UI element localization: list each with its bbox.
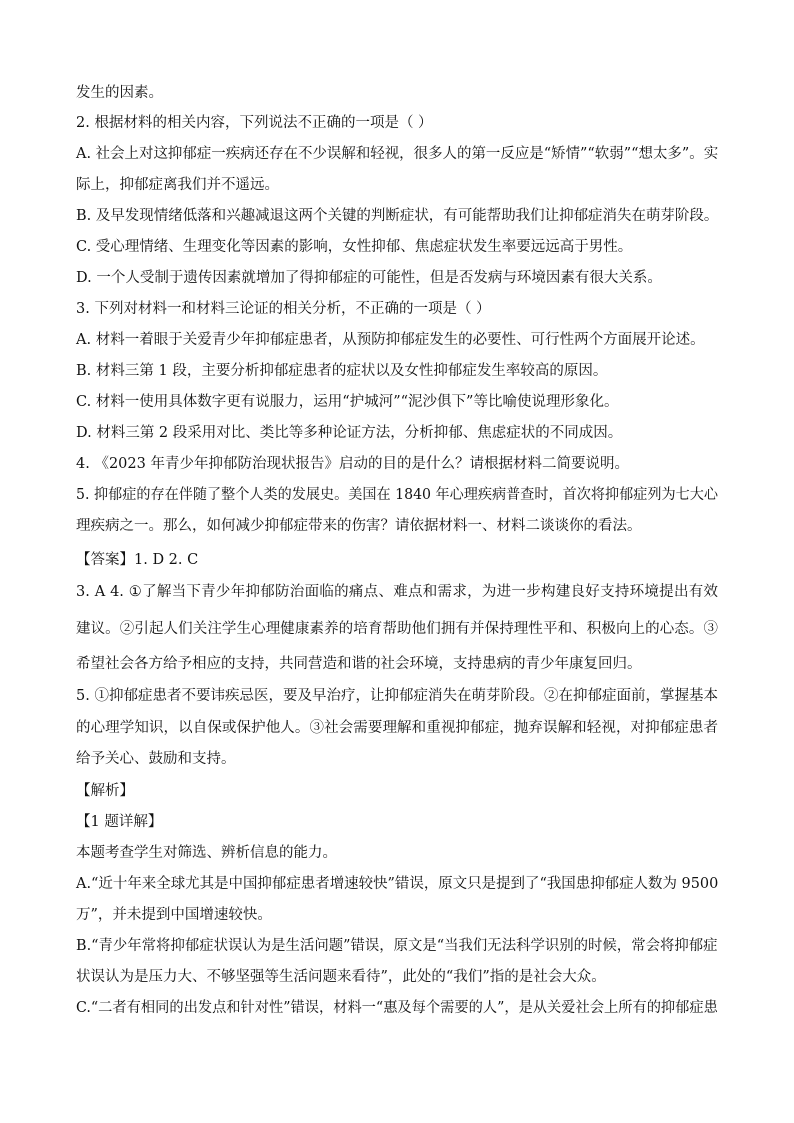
- analysis-line: A.“近十年来全球尤其是中国抑郁症患者增速较快”错误，原文只是提到了“我国患抑郁症人数为 9500: [76, 876, 719, 892]
- answer-line: 希望社会各方给予相应的支持，共同营造和谐的社会环境，支持患病的青少年康复回归。: [76, 656, 642, 672]
- question-3-stem: 3. 下列对材料一和材料三论证的相关分析，不正确的一项是（ ）: [76, 301, 491, 317]
- answer-heading: 【答案】1. D 2. C: [76, 552, 199, 568]
- question-2-option-d: D. 一个人受制于遗传因素就增加了得抑郁症的可能性，但是否发病与环境因素有很大关系。: [76, 270, 662, 286]
- question-3-option-c: C. 材料一使用具体数字更有说服力，运用“护城河”“泥沙俱下”等比喻使说理形象化。: [76, 394, 619, 410]
- analysis-line: 万”，并未提到中国增速较快。: [76, 907, 272, 923]
- analysis-line: 状误认为是压力大、不够坚强等生活问题来看待”，此处的“我们”指的是社会大众。: [76, 969, 606, 985]
- question-2-option-b: B. 及早发现情绪低落和兴趣减退这两个关键的判断症状，有可能帮助我们让抑郁症消失在萌芽阶段。: [76, 208, 719, 224]
- analysis-line: B.“青少年常将抑郁症状误认为是生活问题”错误，原文是“当我们无法科学识别的时候，常会将抑郁症: [76, 938, 718, 954]
- question-2-option-c: C. 受心理情绪、生理变化等因素的影响，女性抑郁、焦虑症状发生率要远远高于男性。: [76, 239, 633, 255]
- question-3-option-a: A. 材料一着眼于关爱青少年抑郁症患者，从预防抑郁症发生的必要性、可行性两个方面展开论述。: [76, 332, 705, 348]
- question-5-stem: 5. 抑郁症的存在伴随了整个人类的发展史。美国在 1840 年心理疾病普查时，首次将抑郁症列为七大心: [76, 487, 719, 503]
- question-1-detail-heading: 【1 题详解】: [76, 814, 163, 830]
- analysis-heading: 【解析】: [76, 783, 134, 799]
- question-4-stem: 4. 《2023 年青少年抑郁防治现状报告》启动的目的是什么？请根据材料二简要说明。: [76, 456, 629, 472]
- analysis-line: 本题考查学生对筛选、辨析信息的能力。: [76, 845, 337, 861]
- question-2-stem: 2. 根据材料的相关内容，下列说法不正确的一项是（ ）: [76, 115, 433, 131]
- question-3-option-b: B. 材料三第 1 段，主要分析抑郁症患者的症状以及女性抑郁症发生率较高的原因。: [76, 363, 608, 379]
- question-5-stem-cont: 理疾病之一。那么，如何减少抑郁症带来的伤害？请依据材料一、材料二谈谈你的看法。: [76, 518, 642, 534]
- analysis-line: C.“二者有相同的出发点和针对性”错误，材料一“惠及每个需要的人”，是从关爱社会上所有的抑郁症患: [76, 1000, 718, 1016]
- answer-line: 建议。②引起人们关注学生心理健康素养的培育帮助他们拥有并保持理性平和、积极向上的心态。③: [76, 621, 718, 637]
- answer-line: 给予关心、鼓励和支持。: [76, 751, 236, 767]
- answer-line: 的心理学知识，以自保或保护他人。③社会需要理解和重视抑郁症，抛弃误解和轻视，对抑郁症患者: [76, 720, 718, 736]
- answer-line: 5. ①抑郁症患者不要讳疾忌医，要及早治疗，让抑郁症消失在萌芽阶段。②在抑郁症面前，掌握基本: [76, 688, 718, 704]
- question-3-option-d: D. 材料三第 2 段采用对比、类比等多种论证方法，分析抑郁、焦虑症状的不同成因。: [76, 425, 623, 441]
- text-line: 发生的因素。: [76, 85, 163, 101]
- question-2-option-a: A. 社会上对这抑郁症一疾病还存在不少误解和轻视，很多人的第一反应是“矫情”“软弱”“想太多”。实: [76, 146, 719, 162]
- question-2-option-a-cont: 际上，抑郁症离我们并不遥远。: [76, 177, 279, 193]
- answer-line: 3. A 4. ①了解当下青少年抑郁防治面临的痛点、难点和需求，为进一步构建良好支持环境提出有效: [76, 584, 718, 600]
